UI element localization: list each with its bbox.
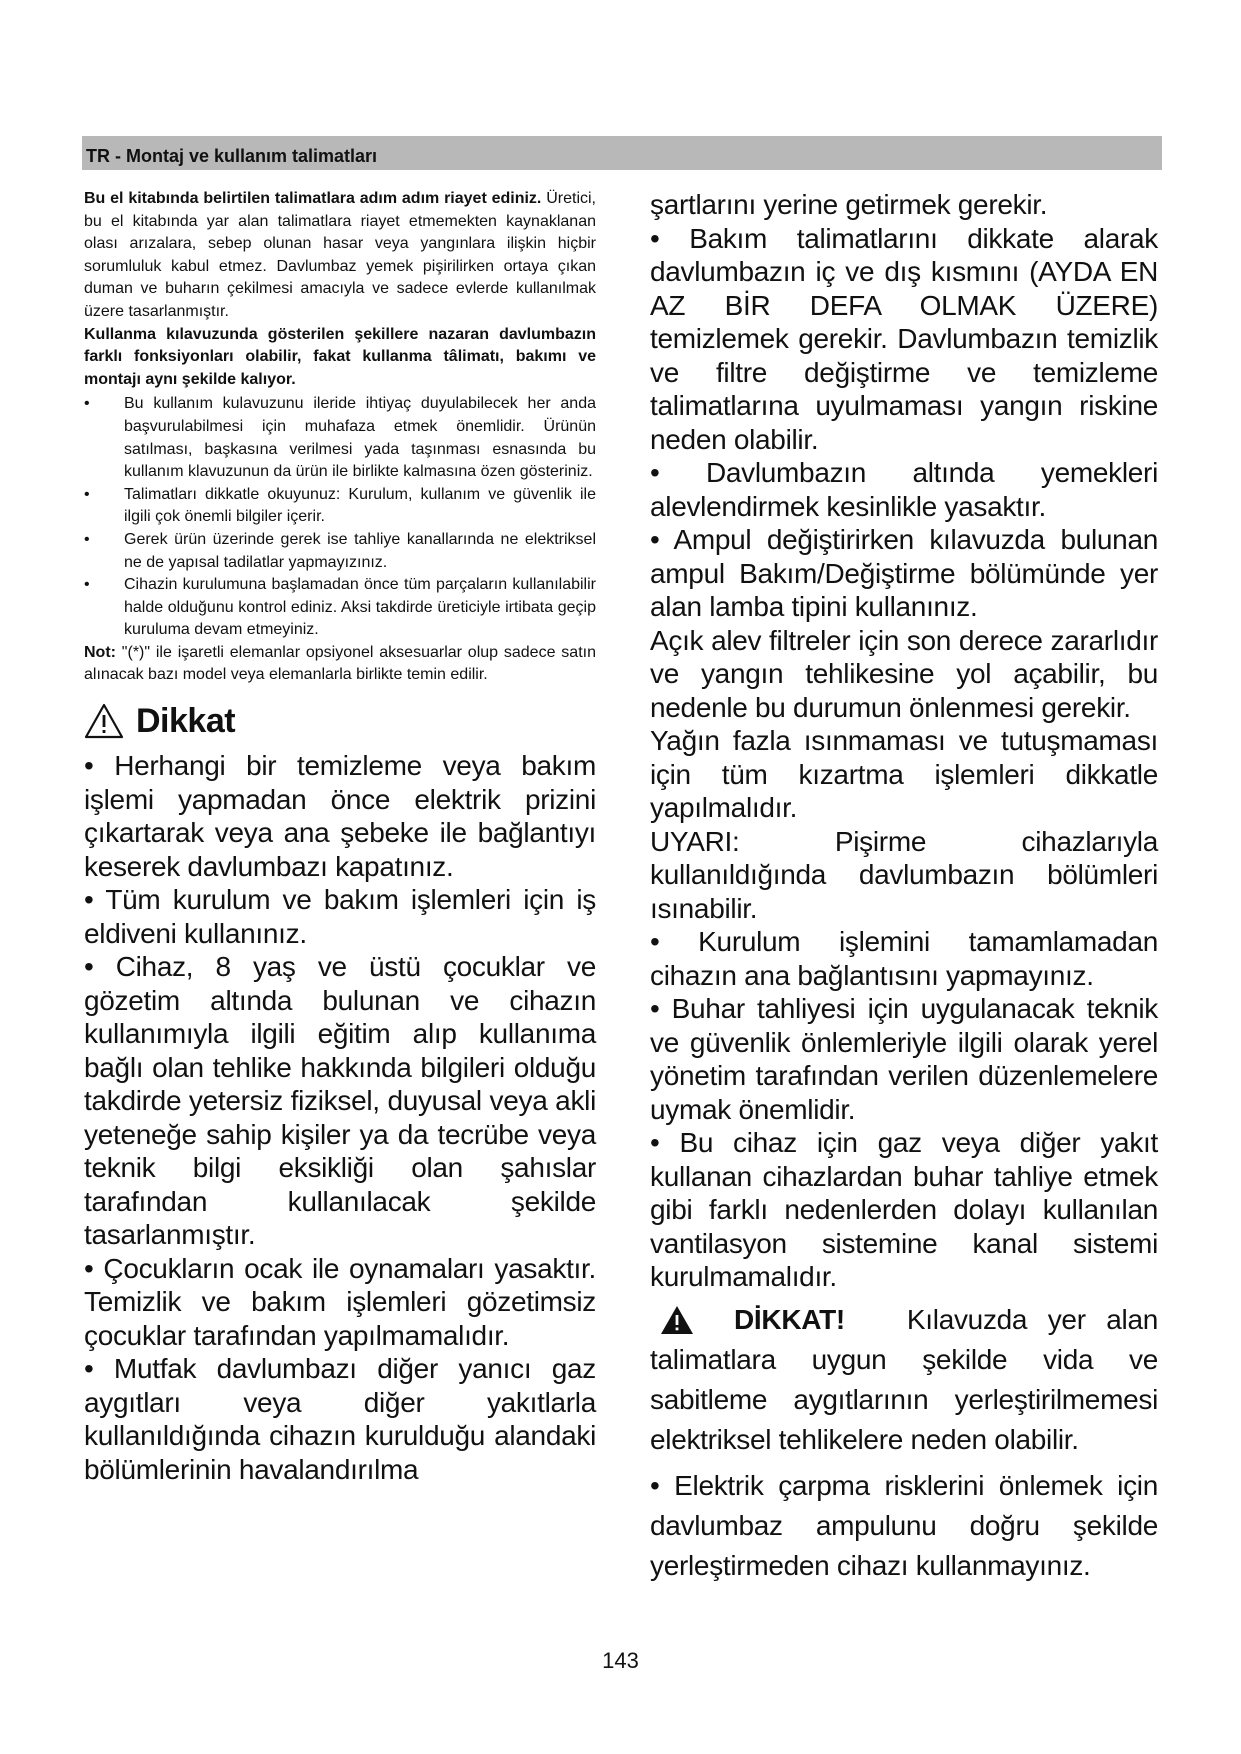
intro-bold: Bu el kitabında belirtilen talimatlara adım adım riayet ediniz. — [84, 190, 542, 207]
section-header — [82, 136, 1162, 170]
dikkat-title: Dikkat — [136, 701, 236, 740]
warning-outline-icon — [84, 703, 124, 739]
dikkat-first-line — [650, 1300, 1158, 1340]
page-number: 143 — [602, 1648, 639, 1673]
dikkat-first-text: Kılavuzda yer alan — [906, 1303, 1158, 1335]
warning-paragraph: UYARI: Pişirme cihazlarıyla kullanıldığında davlumbazın bölümleri ısınabilir. — [650, 825, 1158, 924]
warning-paragraph: • Mutfak davlumbazı diğer yanıcı gaz aygıtları veya diğer yakıtlarla kullanıldığında cihazın kurulduğu alandaki bölümlerinin havalandırılma — [84, 1353, 596, 1485]
dikkat-heading — [84, 699, 596, 743]
intro-text: Üretici, bu el kitabında yar alan talimatlara riayet etmemekten kaynaklanan olası arızalara, sebep olunan hasar veya yangınlara ilişkin hiçbir sorumluluk kabul etmez. Davlumbaz yemek pişirilirken ortaya çıkan duman ve buharın çekilmesi amacıyla ve sadece evlerde kullanılmak üzere tasarlanmıştır. — [84, 190, 596, 320]
section-title: TR - Montaj ve kullanım talimatları — [86, 146, 378, 166]
list-item: • Gerek ürün üzerinde gerek ise tahliye kanallarında ne elektriksel ne de yapısal tadilatlar yapmayızınız. — [84, 529, 596, 574]
list-item: • Cihazin kurulumuna başlamadan önce tüm parçaların kullanılabilir halde olduğunu kontrol ediniz. Aksi takdirde üreticiyle irtibata geçip kuruluma devam etmeyiniz. — [84, 574, 596, 642]
warning-paragraph: • Elektrik çarpma risklerini önlemek için davlumbaz ampulunu doğru şekilde yerleştirmeden cihazı kullanmayınız. — [650, 1469, 1158, 1581]
warning-paragraph: • Bu cihaz için gaz veya diğer yakıt kullanan cihazlardan buhar tahliye etmek gibi farklı nedenlerden dolayı kullanılan vantilasyon sistemine kanal sistemi kurulmamalıdır. — [650, 1127, 1158, 1292]
dikkat-block — [650, 1300, 1158, 1460]
warning-paragraph: • Davlumbazın altında yemekleri alevlendirmek kesinlikle yasaktır. — [650, 457, 1158, 522]
warning-paragraph: şartlarını yerine getirmek gerekir. — [650, 189, 1048, 220]
left-column — [84, 188, 596, 1486]
warning-paragraph: • Bakım talimatlarını dikkate alarak davlumbazın iç ve dış kısmını (AYDA EN AZ BİR DEFA OLMAK ÜZERE) temizlemek gerekir. Davlumbazın temizlik ve filtre değiştirme ve temizleme talimatlarına uyulmaması yangın riskine neden olabilir. — [650, 222, 1158, 455]
warning-paragraph: • Herhangi bir temizleme veya bakım işlemi yapmadan önce elektrik prizini çıkartarak veya ana şebeke ile bağlantıyı keserek davlumbazı kapatınız. — [84, 750, 596, 882]
warning-paragraph: • Ampul değiştirirken kılavuzda bulunan ampul Bakım/Değiştirme bölümünde yer alan lamba tipini kullanınız. — [650, 524, 1158, 622]
dikkat-label: DİKKAT! — [734, 1303, 845, 1335]
warning-paragraph: • Cihaz, 8 yaş ve üstü çocuklar ve gözetim altında bulunan ve cihazın kullanımıyla ilgili eğitim alıp kullanıma bağlı olan tehlike hakkında bilgileri olduğu takdirde yetersiz fiziksel, duyusal veya akli yeteneğe sahip kişiler ya da tecrübe veya teknik bilgi eksikliği olan şahıslar tarafından kullanılacak şekilde tasarlanmıştır. — [84, 951, 596, 1251]
bold-paragraph: Kullanma kılavuzunda gösterilen şekillere nazaran davlumbazın farklı fonksiyonları olabilir, fakat kullanma tâlimatı, bakımı ve montajı aynı şekilde kalıyor. — [84, 325, 596, 388]
right-column — [650, 188, 1158, 1586]
warning-filled-icon — [660, 1305, 694, 1335]
note-text: "(*)" ile işaretli elemanlar opsiyonel aksesuarlar olup sadece satın alınacak bazı model veya elemanlarla birlikte temin edilir. — [84, 643, 596, 684]
list-item: • Talimatları dikkatle okuyunuz: Kurulum, kullanım ve güvenlik ile ilgili çok önemli bilgiler içerir. — [84, 484, 596, 529]
dikkat-rest: talimatlara uygun şekilde vida ve sabitleme aygıtlarının yerleştirilmemesi elektriksel tehlikelere neden olabilir. — [650, 1343, 1158, 1455]
warning-paragraph: Yağın fazla ısınmaması ve tutuşmaması için tüm kızartma işlemleri dikkatle yapılmalıdır. — [650, 725, 1158, 823]
warning-paragraph: • Buhar tahliyesi için uygulanacak teknik ve güvenlik önlemleriyle ilgili olarak yerel yönetim tarafından verilen düzenlemelere uymak önemlidir. — [650, 993, 1158, 1125]
note-label: Not: — [84, 643, 116, 661]
warning-paragraph: • Tüm kurulum ve bakım işlemleri için iş eldiveni kullanınız. — [84, 884, 596, 949]
warning-paragraph: Açık alev filtreler için son derece zararlıdır ve yangın tehlikesine yol açabilir, bu nedenle bu durumun önlenmesi gerekir. — [650, 624, 1158, 723]
intro-paragraph — [84, 188, 596, 324]
warning-paragraph: • Kurulum işlemini tamamlamadan cihazın ana bağlantısını yapmayınız. — [650, 926, 1158, 991]
bullet-list — [84, 393, 596, 642]
list-item: • Bu kullanım kulavuzunu ileride ihtiyaç duyulabilecek her anda başvurulabilmesi için muhafaza etmek önemlidir. Ürünün satılması, başkasına verilmesi yada taşınması esnasında bu kullanım klavuzunun da ürün ile birlikte kalmasına özen gösteriniz. — [84, 393, 596, 483]
note-paragraph — [84, 642, 596, 687]
warning-paragraph: • Çocukların ocak ile oynamaları yasaktır. Temizlik ve bakım işlemleri gözetimsiz çocuklar tarafından yapılmamalıdır. — [84, 1252, 596, 1351]
